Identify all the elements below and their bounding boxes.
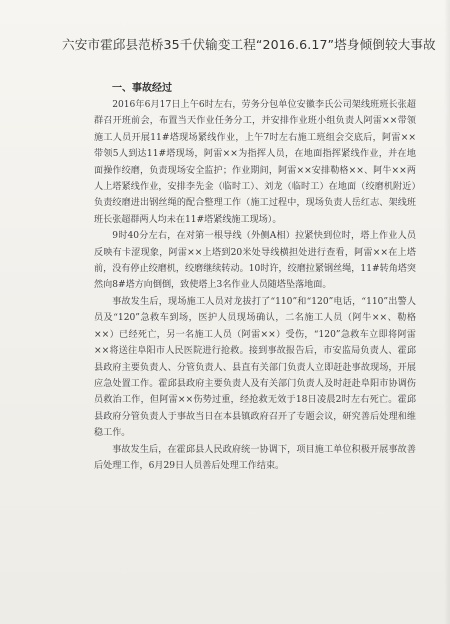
page-edge-shadow [444,0,450,624]
paragraph-3: 事故发生后，现场施工人员对龙拔打了“110”和“120”电话，“110”出警人员及“120”急救车到场，医护人员现场确认，二名施工人员（阿牛××、勒格××）已经死亡，另一名施工人员（阿雷××）受伤，“120”急救车立即将阿雷××将送往阜阳市人民医院进行抢救。接到事故报告后，市安监局负责人、霍邱县政府主要负责人、分管负责人、县直有关部门负责人立即赶赴事故现场，开展应急处置工作。霍邱县政府主要负责人及有关部门负责人及时赶赴阜阳市协调伤员救治工作，但阿雷××伤势过重，经抢救无效于18日凌晨2时左右死亡。霍邱县政府分管负责人于事故当日在本县镇政府召开了专题会议，研究善后处理和维稳工作。 [94,296,416,439]
document-body [94,97,416,474]
document-title: 六安市霍邱县范桥35千伏输变工程“2016.6.17”塔身倾倒较大事故 [62,37,436,52]
paragraph-2: 9时40分左右，在对第一根导线（外侧A相）拉紧快到位时，塔上作业人员反映有卡涩现象，阿雷××上塔到20米处导线横担处进行查看，阿雷××在上塔前，没有停止绞磨机，绞磨继续转动。10时许，绞磨拉紧钢丝绳，11#转角塔突然向8#塔方向倒倒，致使塔上3名作业人员随塔坠落地面。 [94,231,416,291]
paragraph-4: 事故发生后，在霍邱县人民政府统一协调下，项目施工单位积极开展事故善后处理工作，6月29日人员善后处理工作结束。 [94,444,416,471]
section-heading: 一、事故经过 [112,83,172,94]
paragraph-1: 2016年6月17日上午6时左右，劳务分包单位安徽李氏公司架线班班长张超群召开班前会，布置当天作业任务分工，并安排作业班小组负责人阿雷××带领施工人员开展11#塔现场紧线作业，上午7时左右施工班组会交底后，阿雷××带领5人到达11#塔现场，阿雷××为指挥人员，在地面指挥紧线作业，并在地面操作绞磨，负责现场安全监护；作业期间，阿雷××安排勒格××、阿牛××两人上塔紧线作业，安排李先金（临时工）、刘龙（临时工）在地面（绞磨机附近）负责绞磨进出钢丝绳的配合整理工作（施工过程中，现场负责人岳红志、架线班班长张超群两人均未在11#塔紧线施工现场）。 [94,100,416,225]
